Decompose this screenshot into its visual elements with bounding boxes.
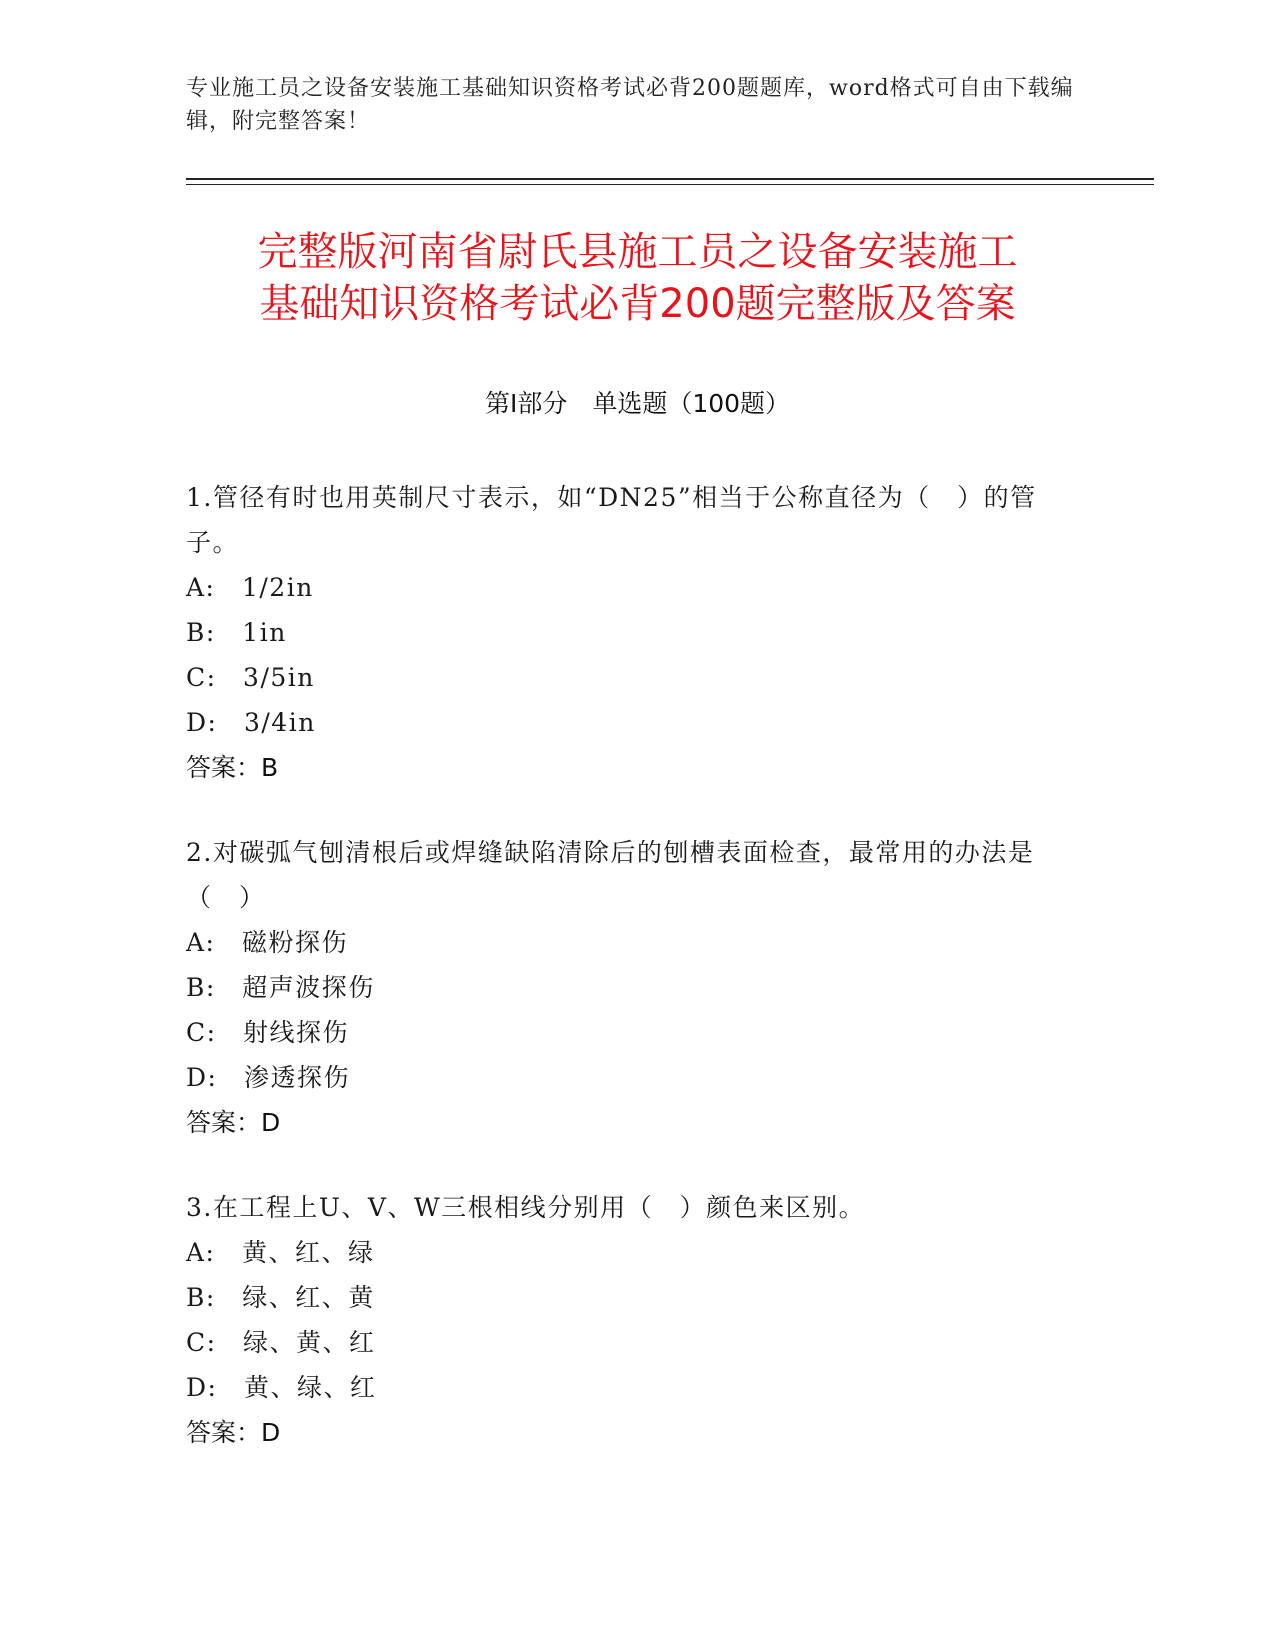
answer-label: 答案：D [186, 1418, 281, 1447]
document-title [150, 226, 1125, 330]
option-d: D: 黄、绿、红 [186, 1373, 377, 1402]
question-list [186, 475, 1086, 1495]
option-a: A: 1/2in [186, 573, 314, 602]
answer-label: 答案：D [186, 1108, 281, 1137]
question-stem: 1.管径有时也用英制尺寸表示，如“DN25”相当于公称直径为（ ）的管子。 [186, 483, 1037, 557]
option-d: D: 渗透探伤 [186, 1063, 350, 1092]
option-b: B: 1in [186, 618, 287, 647]
title-line-2: 基础知识资格考试必背200题完整版及答案 [259, 281, 1016, 327]
option-c: C: 绿、黄、红 [186, 1328, 376, 1357]
answer-label: 答案：B [186, 753, 279, 782]
option-a: A: 磁粉探伤 [186, 928, 348, 957]
title-line-1: 完整版河南省尉氏县施工员之设备安装施工 [257, 229, 1018, 275]
option-c: C: 3/5in [186, 663, 315, 692]
question-stem: 2.对碳弧气刨清根后或焊缝缺陷清除后的刨槽表面检查，最常用的办法是（ ） [186, 838, 1035, 912]
question-item [186, 830, 1086, 1145]
question-stem: 3.在工程上U、V、W三根相线分别用（ ）颜色来区别。 [186, 1193, 866, 1222]
option-b: B: 绿、红、黄 [186, 1283, 375, 1312]
question-item [186, 475, 1086, 790]
header-note: 专业施工员之设备安装施工基础知识资格考试必背200题题库，word格式可自由下载编辑，附完整答案！ [186, 76, 1074, 134]
question-item [186, 1185, 1086, 1455]
option-b: B: 超声波探伤 [186, 973, 375, 1002]
header-divider-thin [186, 184, 1154, 185]
option-c: C: 射线探伤 [186, 1018, 350, 1047]
header-divider-thick [186, 178, 1154, 180]
section-title: 第Ⅰ部分 单选题（100题） [484, 389, 791, 418]
option-d: D: 3/4in [186, 708, 316, 737]
option-a: A: 黄、红、绿 [186, 1238, 375, 1267]
